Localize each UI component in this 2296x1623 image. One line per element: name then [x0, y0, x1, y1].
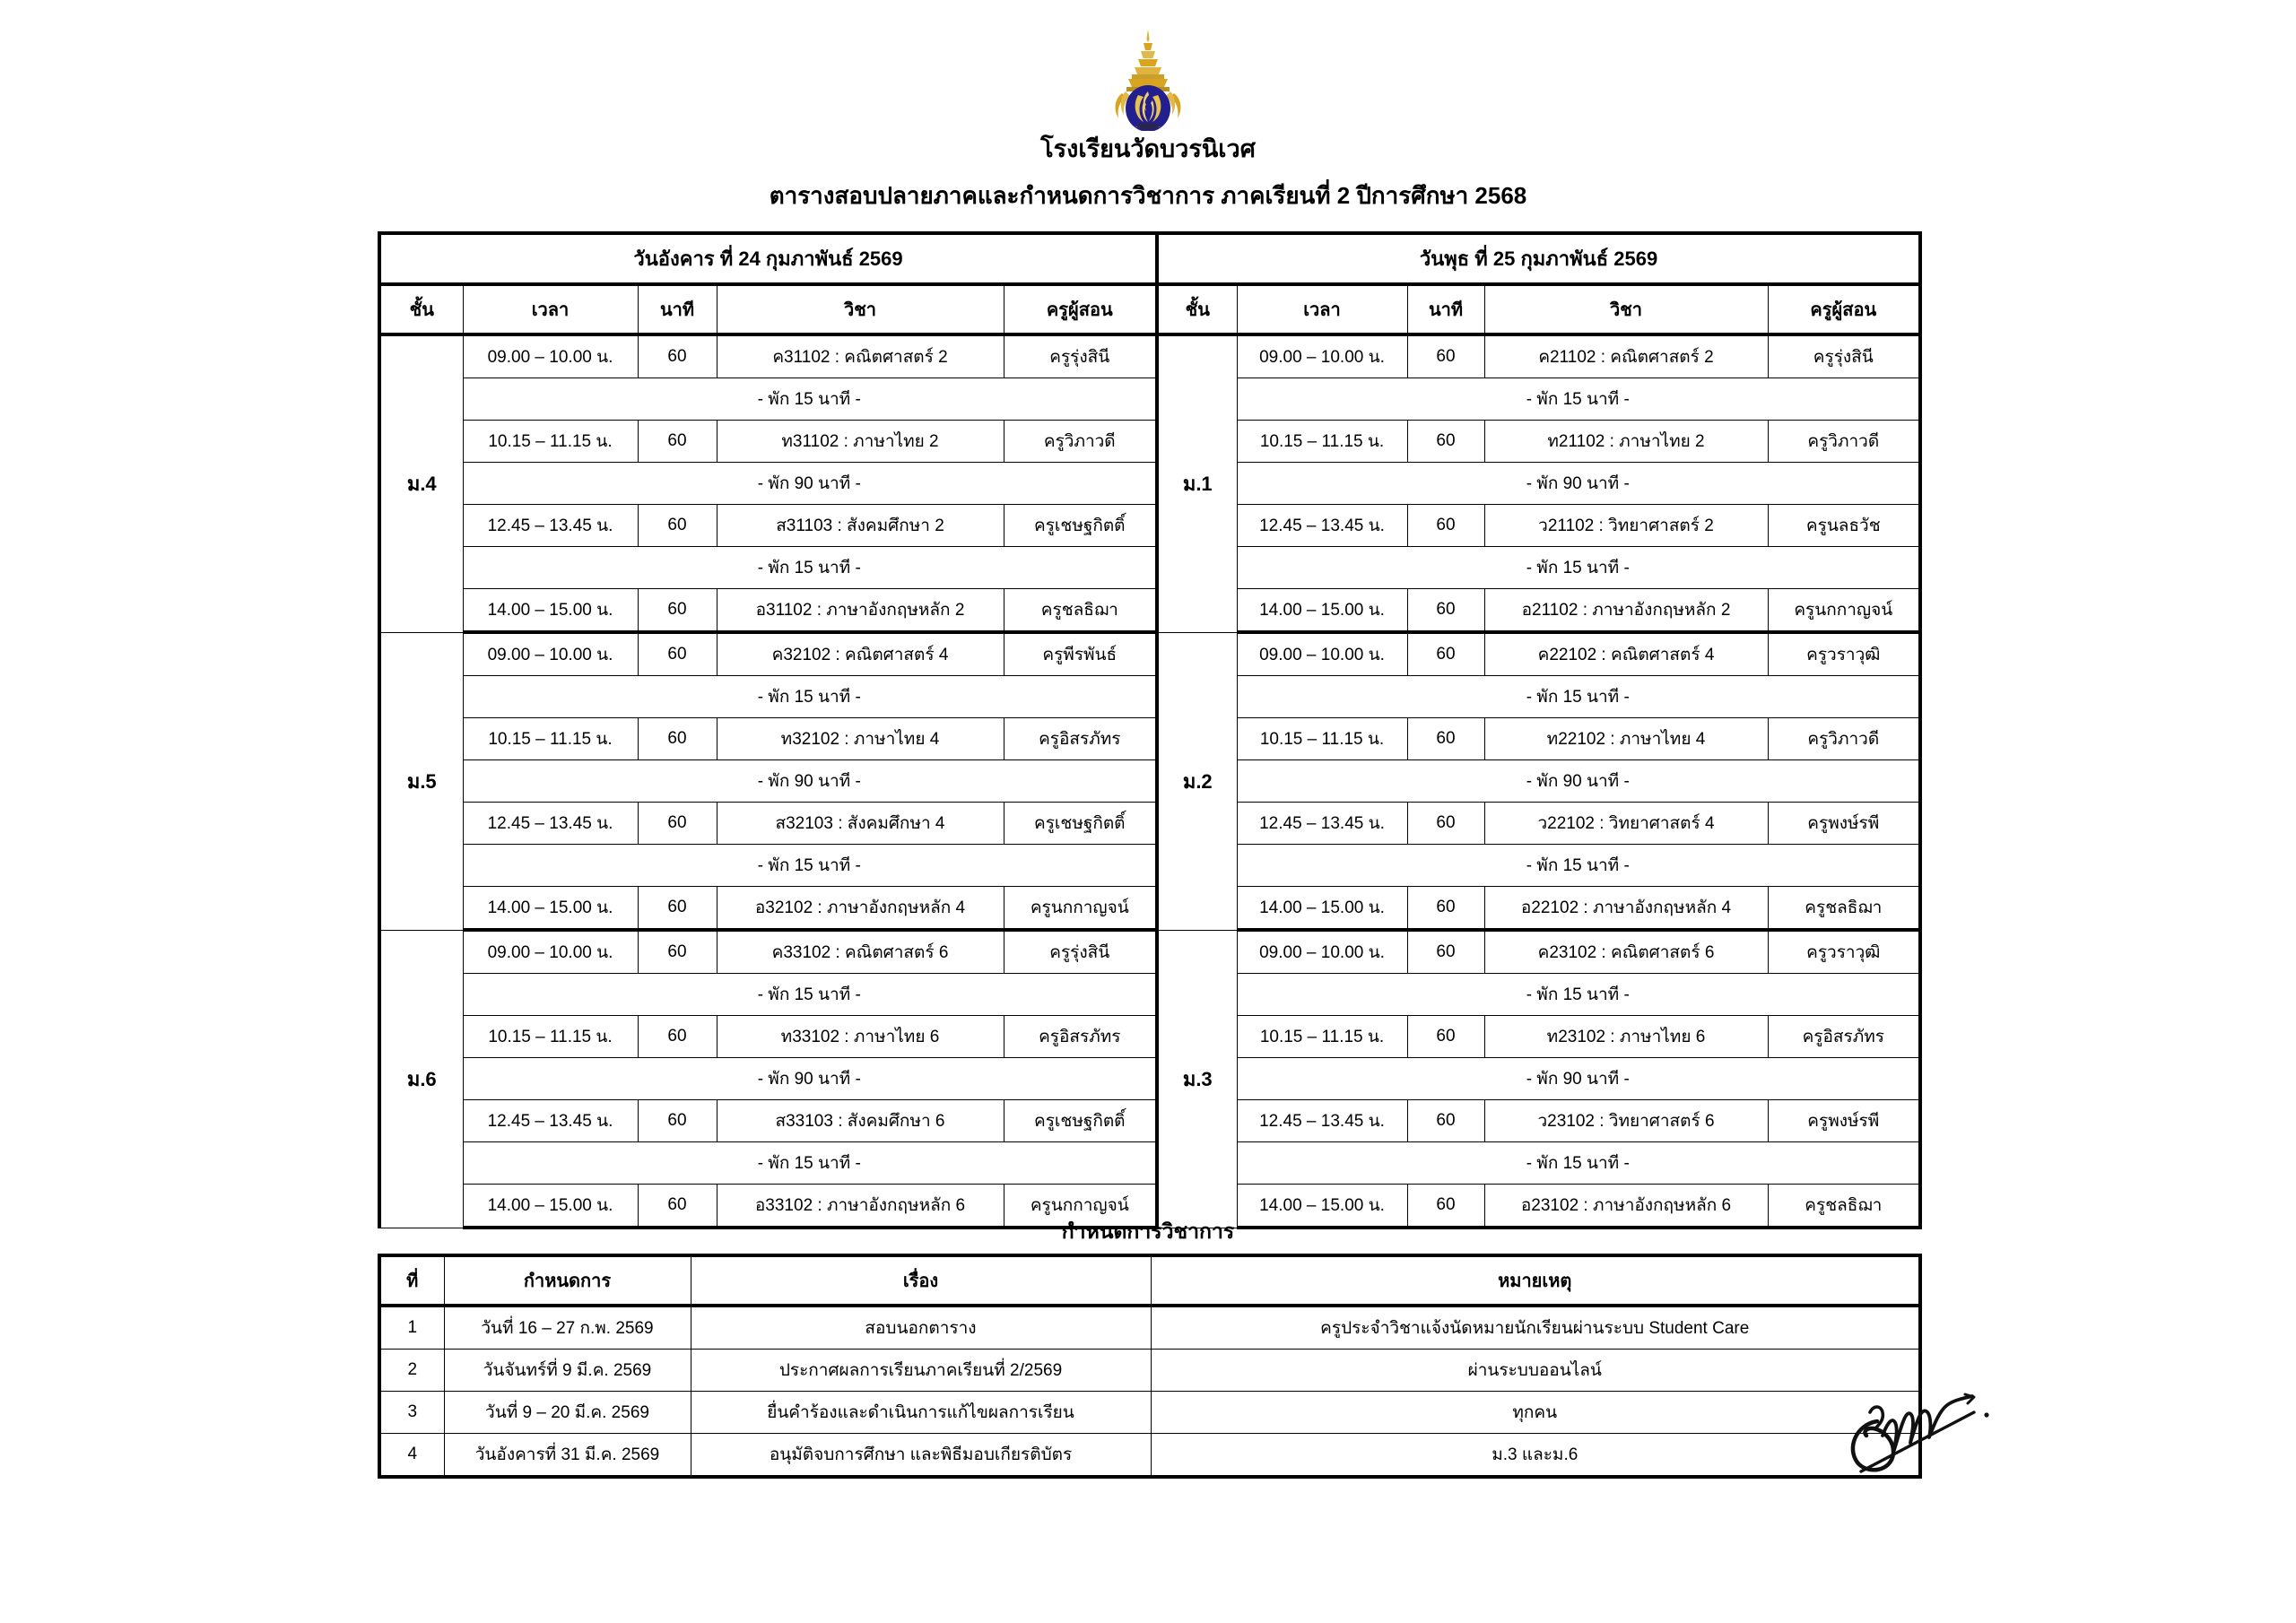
calendar-date: วันอังคารที่ 31 มี.ค. 2569	[444, 1434, 691, 1478]
exam-duration: 60	[638, 334, 717, 378]
exam-subject: อ22102 : ภาษาอังกฤษหลัก 4	[1484, 887, 1768, 931]
exam-duration: 60	[1407, 1100, 1484, 1142]
exam-time: 09.00 – 10.00 น.	[463, 334, 638, 378]
exam-time: 10.15 – 11.15 น.	[1237, 1016, 1407, 1058]
exam-time: 09.00 – 10.00 น.	[1237, 632, 1407, 676]
break-label: - พัก 15 นาที -	[463, 676, 1157, 718]
exam-duration: 60	[638, 1016, 717, 1058]
break-row	[1157, 1058, 1920, 1100]
exam-row	[1157, 632, 1920, 676]
exam-duration: 60	[638, 589, 717, 633]
exam-time: 12.45 – 13.45 น.	[463, 1100, 638, 1142]
col-header-grade: ชั้น	[379, 284, 463, 334]
exam-teacher: ครูเชษฐกิตติ์	[1004, 1100, 1157, 1142]
exam-duration: 60	[638, 718, 717, 760]
exam-duration: 60	[1407, 334, 1484, 378]
exam-row	[1157, 505, 1920, 547]
exam-teacher: ครูพีรพันธ์	[1004, 632, 1157, 676]
document-header	[0, 0, 2296, 208]
exam-duration: 60	[1407, 887, 1484, 931]
break-row	[379, 378, 1157, 421]
exam-time: 14.00 – 15.00 น.	[463, 887, 638, 931]
break-label: - พัก 90 นาที -	[1237, 1058, 1920, 1100]
break-row	[1157, 845, 1920, 887]
calendar-topic: ยื่นคำร้องและดำเนินการแก้ไขผลการเรียน	[691, 1392, 1151, 1434]
exam-row	[1157, 718, 1920, 760]
cal-header-no: ที่	[379, 1255, 444, 1306]
grade-level-cell: ม.1	[1157, 334, 1237, 632]
academic-calendar-section	[378, 1254, 1918, 1479]
exam-subject: ค21102 : คณิตศาสตร์ 2	[1484, 334, 1768, 378]
calendar-topic: สอบนอกตาราง	[691, 1306, 1151, 1350]
exam-row	[1157, 421, 1920, 463]
col-header-time: เวลา	[1237, 284, 1407, 334]
exam-subject: อ23102 : ภาษาอังกฤษหลัก 6	[1484, 1185, 1768, 1228]
exam-time: 09.00 – 10.00 น.	[1237, 334, 1407, 378]
break-label: - พัก 15 นาที -	[463, 974, 1157, 1016]
exam-row	[1157, 334, 1920, 378]
exam-subject: ว22102 : วิทยาศาสตร์ 4	[1484, 803, 1768, 845]
break-label: - พัก 15 นาที -	[463, 845, 1157, 887]
calendar-topic: อนุมัติจบการศึกษา และพิธีมอบเกียรติบัตร	[691, 1434, 1151, 1478]
exam-duration: 60	[638, 1185, 717, 1228]
exam-teacher: ครูพงษ์รพี	[1768, 1100, 1920, 1142]
exam-duration: 60	[1407, 632, 1484, 676]
cal-header-note: หมายเหตุ	[1151, 1255, 1920, 1306]
exam-duration: 60	[638, 1100, 717, 1142]
table-row	[379, 1434, 1920, 1478]
exam-teacher: ครูอิสรภัทร	[1004, 718, 1157, 760]
break-label: - พัก 15 นาที -	[1237, 378, 1920, 421]
exam-duration: 60	[1407, 589, 1484, 633]
document-subtitle: ตารางสอบปลายภาคและกำหนดการวิชาการ ภาคเรียนที่ 2 ปีการศึกษา 2568	[769, 181, 1527, 209]
exam-row	[379, 334, 1157, 378]
exam-time: 12.45 – 13.45 น.	[1237, 505, 1407, 547]
break-label: - พัก 15 นาที -	[463, 1142, 1157, 1185]
exam-time: 14.00 – 15.00 น.	[1237, 589, 1407, 633]
exam-duration: 60	[1407, 718, 1484, 760]
break-label: - พัก 90 นาที -	[1237, 463, 1920, 505]
exam-duration: 60	[638, 505, 717, 547]
exam-body-right	[1157, 334, 1920, 1228]
grade-level-cell: ม.3	[1157, 930, 1237, 1228]
exam-duration: 60	[1407, 421, 1484, 463]
break-label: - พัก 15 นาที -	[463, 378, 1157, 421]
break-label: - พัก 15 นาที -	[1237, 547, 1920, 589]
exam-subject: ค23102 : คณิตศาสตร์ 6	[1484, 930, 1768, 974]
col-header-minutes: นาที	[638, 284, 717, 334]
exam-teacher: ครูนกกาญจน์	[1004, 887, 1157, 931]
calendar-body	[379, 1306, 1920, 1477]
break-label: - พัก 90 นาที -	[463, 1058, 1157, 1100]
exam-duration: 60	[1407, 1185, 1484, 1228]
exam-teacher: ครูวราวุฒิ	[1768, 930, 1920, 974]
exam-teacher: ครูชลธิฌา	[1768, 887, 1920, 931]
exam-row	[1157, 1016, 1920, 1058]
exam-time: 10.15 – 11.15 น.	[463, 421, 638, 463]
exam-teacher: ครูรุ่งสินี	[1004, 930, 1157, 974]
exam-row	[1157, 887, 1920, 931]
grade-level-cell: ม.6	[379, 930, 463, 1228]
exam-teacher: ครูรุ่งสินี	[1004, 334, 1157, 378]
exam-row	[379, 1100, 1157, 1142]
grade-level-cell: ม.2	[1157, 632, 1237, 930]
exam-row	[379, 887, 1157, 931]
exam-teacher: ครูวิภาวดี	[1004, 421, 1157, 463]
calendar-note: ผ่านระบบออนไลน์	[1151, 1350, 1920, 1392]
break-row	[1157, 1142, 1920, 1185]
exam-time: 14.00 – 15.00 น.	[463, 589, 638, 633]
exam-duration: 60	[1407, 1016, 1484, 1058]
cal-header-date: กำหนดการ	[444, 1255, 691, 1306]
exam-row	[379, 421, 1157, 463]
break-label: - พัก 90 นาที -	[463, 463, 1157, 505]
exam-row	[379, 505, 1157, 547]
col-header-minutes: นาที	[1407, 284, 1484, 334]
exam-row	[379, 930, 1157, 974]
break-row	[1157, 676, 1920, 718]
exam-row	[1157, 1100, 1920, 1142]
break-row	[379, 1058, 1157, 1100]
exam-teacher: ครูชลธิฌา	[1768, 1185, 1920, 1228]
exam-teacher: ครูอิสรภัทร	[1004, 1016, 1157, 1058]
calendar-note: ม.3 และม.6	[1151, 1434, 1920, 1478]
exam-row	[379, 632, 1157, 676]
break-row	[379, 676, 1157, 718]
exam-row	[1157, 803, 1920, 845]
calendar-index: 4	[379, 1434, 444, 1478]
col-header-subject: วิชา	[1484, 284, 1768, 334]
calendar-index: 1	[379, 1306, 444, 1350]
break-row	[1157, 974, 1920, 1016]
exam-subject: ท31102 : ภาษาไทย 2	[717, 421, 1004, 463]
break-label: - พัก 90 นาที -	[463, 760, 1157, 803]
table-row	[379, 1306, 1920, 1350]
break-label: - พัก 15 นาที -	[1237, 1142, 1920, 1185]
exam-subject: ส31103 : สังคมศึกษา 2	[717, 505, 1004, 547]
exam-teacher: ครูนลธวัช	[1768, 505, 1920, 547]
exam-teacher: ครูวิภาวดี	[1768, 421, 1920, 463]
exam-time: 12.45 – 13.45 น.	[1237, 803, 1407, 845]
calendar-date: วันจันทร์ที่ 9 มี.ค. 2569	[444, 1350, 691, 1392]
exam-teacher: ครูวราวุฒิ	[1768, 632, 1920, 676]
exam-subject: ท23102 : ภาษาไทย 6	[1484, 1016, 1768, 1058]
table-row	[379, 1392, 1920, 1434]
exam-duration: 60	[638, 632, 717, 676]
grade-level-cell: ม.5	[379, 632, 463, 930]
exam-duration: 60	[638, 421, 717, 463]
col-header-grade: ชั้น	[1157, 284, 1237, 334]
break-label: - พัก 15 นาที -	[1237, 845, 1920, 887]
exam-row	[379, 803, 1157, 845]
exam-table-tuesday	[378, 231, 1155, 1229]
exam-time: 10.15 – 11.15 น.	[463, 718, 638, 760]
exam-time: 14.00 – 15.00 น.	[1237, 1185, 1407, 1228]
exam-subject: อ31102 : ภาษาอังกฤษหลัก 2	[717, 589, 1004, 633]
exam-duration: 60	[1407, 803, 1484, 845]
col-header-teacher: ครูผู้สอน	[1004, 284, 1157, 334]
exam-time: 10.15 – 11.15 น.	[1237, 718, 1407, 760]
exam-schedule-section	[378, 231, 1918, 1229]
break-row	[379, 845, 1157, 887]
exam-time: 12.45 – 13.45 น.	[463, 505, 638, 547]
exam-duration: 60	[1407, 930, 1484, 974]
cal-header-topic: เรื่อง	[691, 1255, 1151, 1306]
calendar-date: วันที่ 9 – 20 มี.ค. 2569	[444, 1392, 691, 1434]
exam-teacher: ครูนกกาญจน์	[1004, 1185, 1157, 1228]
calendar-note: ทุกคน	[1151, 1392, 1920, 1434]
exam-subject: ท33102 : ภาษาไทย 6	[717, 1016, 1004, 1058]
exam-duration: 60	[638, 887, 717, 931]
exam-teacher: ครูนกกาญจน์	[1768, 589, 1920, 633]
exam-teacher: ครูอิสรภัทร	[1768, 1016, 1920, 1058]
exam-teacher: ครูเชษฐกิตติ์	[1004, 505, 1157, 547]
exam-time: 09.00 – 10.00 น.	[463, 632, 638, 676]
exam-subject: ว21102 : วิทยาศาสตร์ 2	[1484, 505, 1768, 547]
exam-teacher: ครูวิภาวดี	[1768, 718, 1920, 760]
exam-subject: ค32102 : คณิตศาสตร์ 4	[717, 632, 1004, 676]
exam-subject: ค22102 : คณิตศาสตร์ 4	[1484, 632, 1768, 676]
exam-time: 12.45 – 13.45 น.	[463, 803, 638, 845]
exam-subject: ท32102 : ภาษาไทย 4	[717, 718, 1004, 760]
exam-time: 10.15 – 11.15 น.	[463, 1016, 638, 1058]
break-row	[1157, 463, 1920, 505]
exam-teacher: ครูเชษฐกิตติ์	[1004, 803, 1157, 845]
exam-subject: อ21102 : ภาษาอังกฤษหลัก 2	[1484, 589, 1768, 633]
break-label: - พัก 15 นาที -	[463, 547, 1157, 589]
exam-subject: ส32103 : สังคมศึกษา 4	[717, 803, 1004, 845]
break-row	[1157, 547, 1920, 589]
exam-row	[379, 718, 1157, 760]
exam-subject: ว23102 : วิทยาศาสตร์ 6	[1484, 1100, 1768, 1142]
table-row	[379, 1350, 1920, 1392]
royal-crest-icon	[1099, 25, 1197, 131]
exam-time: 14.00 – 15.00 น.	[463, 1185, 638, 1228]
school-name: โรงเรียนวัดบวรนิเวศ	[1040, 135, 1256, 162]
exam-time: 10.15 – 11.15 น.	[1237, 421, 1407, 463]
exam-time: 14.00 – 15.00 น.	[1237, 887, 1407, 931]
exam-row	[379, 589, 1157, 633]
calendar-index: 3	[379, 1392, 444, 1434]
break-row	[379, 463, 1157, 505]
exam-row	[1157, 589, 1920, 633]
exam-table-wednesday	[1155, 231, 1918, 1229]
break-row	[1157, 760, 1920, 803]
exam-row	[379, 1016, 1157, 1058]
exam-duration: 60	[638, 803, 717, 845]
col-header-subject: วิชา	[717, 284, 1004, 334]
exam-subject: ท22102 : ภาษาไทย 4	[1484, 718, 1768, 760]
exam-duration: 60	[1407, 505, 1484, 547]
exam-time: 12.45 – 13.45 น.	[1237, 1100, 1407, 1142]
break-row	[379, 760, 1157, 803]
grade-level-cell: ม.4	[379, 334, 463, 632]
exam-time: 09.00 – 10.00 น.	[1237, 930, 1407, 974]
exam-body-left	[379, 334, 1157, 1228]
exam-subject: ค33102 : คณิตศาสตร์ 6	[717, 930, 1004, 974]
break-row	[379, 547, 1157, 589]
calendar-index: 2	[379, 1350, 444, 1392]
col-header-time: เวลา	[463, 284, 638, 334]
col-header-teacher: ครูผู้สอน	[1768, 284, 1920, 334]
exam-subject: ส33103 : สังคมศึกษา 6	[717, 1100, 1004, 1142]
calendar-topic: ประกาศผลการเรียนภาคเรียนที่ 2/2569	[691, 1350, 1151, 1392]
exam-teacher: ครูพงษ์รพี	[1768, 803, 1920, 845]
exam-subject: อ33102 : ภาษาอังกฤษหลัก 6	[717, 1185, 1004, 1228]
exam-teacher: ครูรุ่งสินี	[1768, 334, 1920, 378]
break-label: - พัก 90 นาที -	[1237, 760, 1920, 803]
day-title-right: วันพุธ ที่ 25 กุมภาพันธ์ 2569	[1157, 233, 1920, 284]
exam-row	[1157, 930, 1920, 974]
exam-teacher: ครูชลธิฌา	[1004, 589, 1157, 633]
exam-duration: 60	[638, 930, 717, 974]
break-label: - พัก 15 นาที -	[1237, 974, 1920, 1016]
break-label: - พัก 15 นาที -	[1237, 676, 1920, 718]
academic-calendar-title: กำหนดการวิชาการ	[1061, 1219, 1235, 1243]
day-title-left: วันอังคาร ที่ 24 กุมภาพันธ์ 2569	[379, 233, 1157, 284]
exam-time: 09.00 – 10.00 น.	[463, 930, 638, 974]
calendar-note: ครูประจำวิชาแจ้งนัดหมายนักเรียนผ่านระบบ Student Care	[1151, 1306, 1920, 1350]
exam-subject: ค31102 : คณิตศาสตร์ 2	[717, 334, 1004, 378]
break-row	[379, 974, 1157, 1016]
break-row	[1157, 378, 1920, 421]
exam-subject: อ32102 : ภาษาอังกฤษหลัก 4	[717, 887, 1004, 931]
calendar-date: วันที่ 16 – 27 ก.พ. 2569	[444, 1306, 691, 1350]
exam-subject: ท21102 : ภาษาไทย 2	[1484, 421, 1768, 463]
break-row	[379, 1142, 1157, 1185]
